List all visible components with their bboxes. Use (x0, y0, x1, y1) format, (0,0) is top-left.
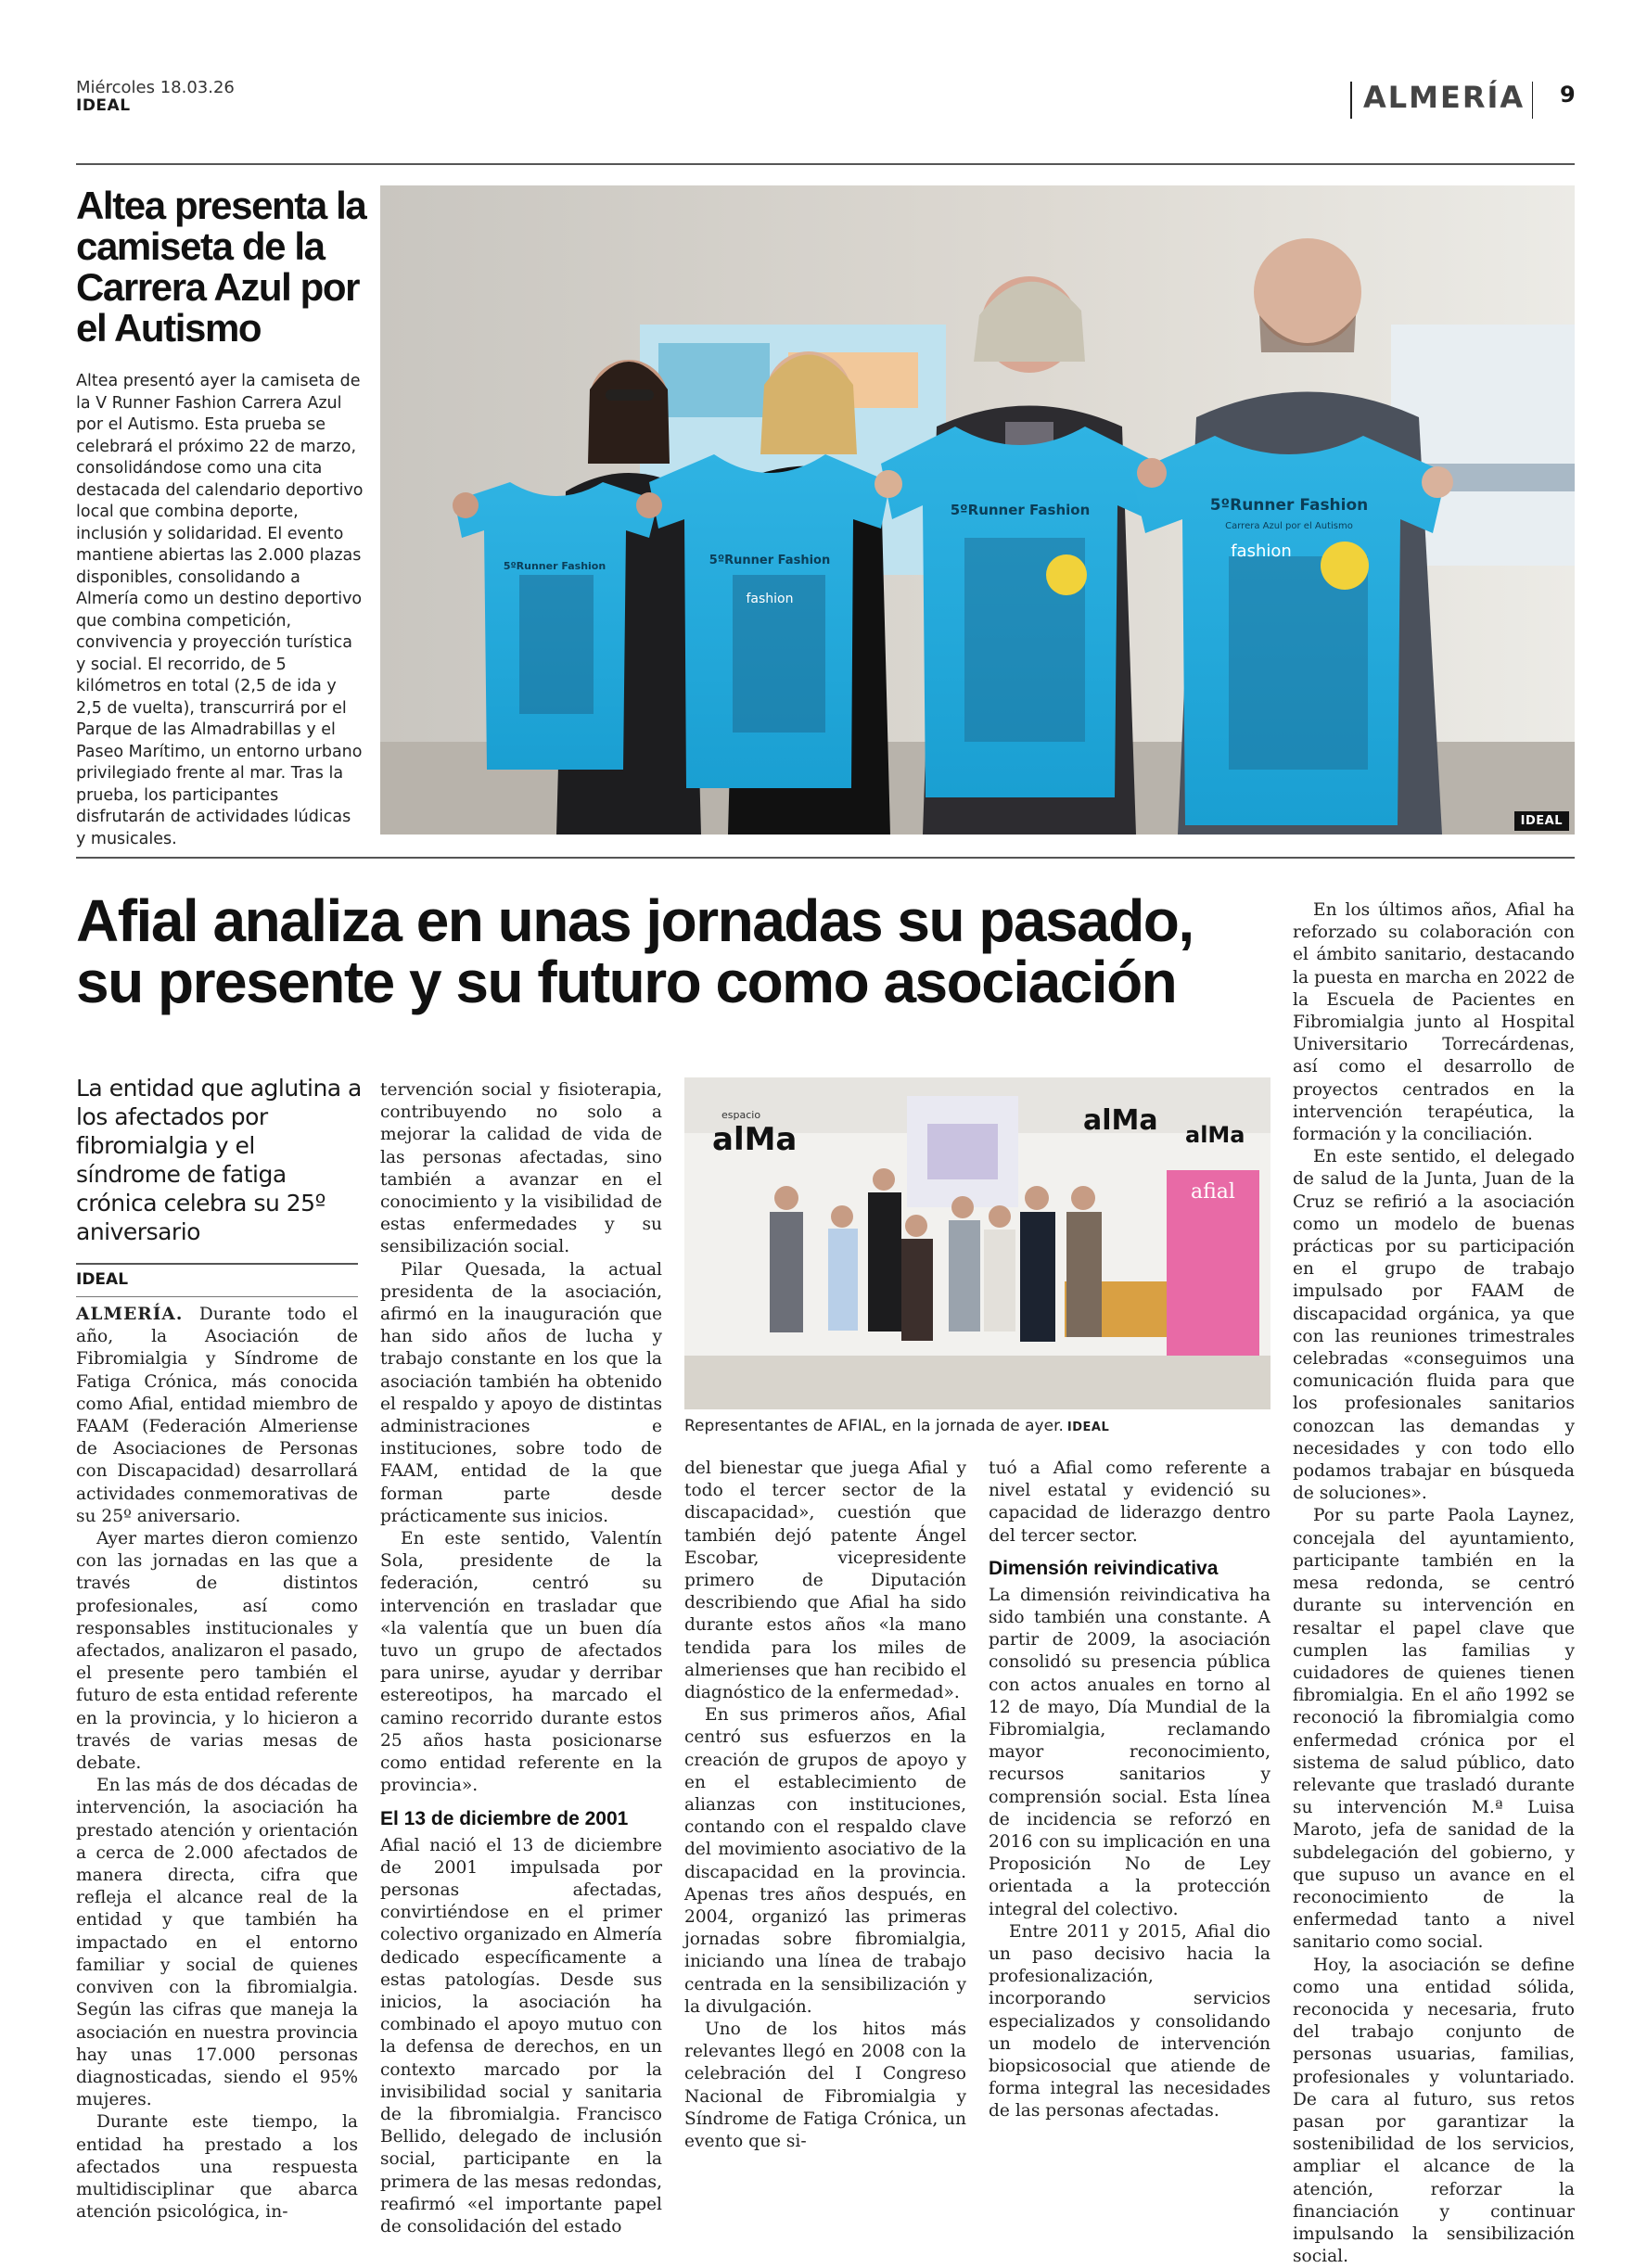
shirt-print-4: 5ºRunner Fashion (1209, 496, 1369, 515)
shirt-subline-4: Carrera Azul por el Autismo (1225, 521, 1353, 531)
article-column-5 (1293, 899, 1575, 2268)
paragraph: En este sentido, el delegado de salud de la Junta, Juan de la Cruz se refirió a la asociación como un modelo de buenas prácticas por su participación en el grupo de trabajo impulsado por FAAM de discapacidad orgánica, ya que con las reuniones trimestrales celebradas «conseguimos una comunicación fluida para que los profesionales sanitarios conozcan las demandas y necesidades y con todo ello podamos trabajar en búsqueda de soluciones». (1293, 1147, 1575, 1504)
paragraph: Ayer martes dieron comienzo con las jornadas en las que a través de distintos profesionales, así como responsables institucionales y afectados, analizaron el pasado, el presente pero también el futuro de esta entidad referente en la provincia, y lo hicieron a través de varias mesas de debate. (76, 1529, 358, 1774)
photo-caption: Representantes de AFIAL, en la jornada de ayer. IDEAL (684, 1417, 1110, 1435)
story2-headline: Afial analiza en unas jornadas su pasado, su presente y su futuro como asociación (76, 887, 1194, 1015)
story1-headline: Altea presenta la camiseta de la Carrera Azul por el Autismo (76, 184, 366, 350)
header-divider (1350, 82, 1352, 119)
shirt-print-1: 5ºRunner Fashion (503, 560, 606, 572)
afial-banner: afial (1191, 1180, 1235, 1204)
newspaper-name: IDEAL (76, 96, 131, 115)
edition-date: Miércoles 18.03.26 (76, 78, 235, 97)
story2-photo (684, 1077, 1270, 1409)
page-number: 9 (1560, 82, 1576, 108)
paragraph: tuó a Afial como referente a nivel estatal y evidenció su capacidad de liderazgo dentro del tercer sector. (989, 1459, 1270, 1546)
paragraph: del bienestar que juega Afial y todo el tercer sector de la discapacidad», cuestión que también dejó patente Ángel Escobar, vicepresidente primero de Diputación describiendo que Afial ha sido durante estos años «la mano tendida para los miles de almerienses que han recibido el diagnóstico de la enfermedad». (684, 1459, 966, 1703)
paragraph: La dimensión reivindicativa ha sido también una constante. A partir de 2009, la asociación consolidó su presencia pública con actos anuales en torno al 12 de mayo, Día Mundial de la Fibromialgia, reclamando mayor reconocimiento, recursos sanitarios y comprensión social. Esta línea de incidencia se reforzó en 2016 con su implicación en una Proposición No de Ley orientada a la protección integral del colectivo. (989, 1585, 1270, 1919)
paragraph: Entre 2011 y 2015, Afial dio un paso decisivo hacia la profesionalización, incorporando servicios especializados y consolidando un modelo de intervención biopsicosocial que atiende de forma integral las necesidades de las personas afectadas. (989, 1921, 1270, 2121)
paragraph: En las más de dos décadas de intervención, la asociación ha prestado atención y orientación a cerca de 2.000 afectados de manera directa, cifra que refleja el alcance real de la entidad y que también ha impactado en el entorno familiar y social de quienes conviven con la fibromialgia. Según las cifras que maneja la asociación en nuestra provincia hay unas 17.000 personas diagnosticadas, siendo el 95% mujeres. (76, 1776, 358, 2110)
section-name: ALMERÍA (1363, 80, 1526, 115)
paragraph: Afial nació el 13 de diciembre de 2001 impulsada por personas afectadas, convirtiéndose en el primer colectivo organizado en Almería dedicado específicamente a estas patologías. Desde sus inicios, la asociación ha combinado el apoyo mutuo con la defensa de derechos, en un contexto marcado por la invisibilidad social y sanitaria de la fibromialgia. Francisco Bellido, delegado de inclusión social, participante en la primera de las mesas redondas, reafirmó «el importante papel de consolidación del estado (380, 1835, 662, 2236)
photo-credit: IDEAL (1066, 1421, 1110, 1434)
paragraph: Pilar Quesada, la actual presidenta de la asociación, afirmó en la inauguración que han sido años de lucha y trabajo constante en los que la asociación también ha obtenido el respaldo y apoyo de distintas administraciones e instituciones, sobre todo de FAAM, entidad de la que forman parte desde prácticamente sus inicios. (380, 1259, 662, 1526)
wall-logo: alMa (1185, 1122, 1245, 1148)
shirt-print-2: 5ºRunner Fashion (709, 554, 831, 567)
paragraph: En sus primeros años, Afial centró sus esfuerzos en la creación de grupos de apoyo y en el establecimiento de alianzas con instituciones, contando con el respaldo clave del movimiento asociativo de la discapacidad en la provincia. Apenas tres años después, en 2004, organizó las primeras jornadas sobre fibromialgia, iniciando una línea de trabajo centrada en la sensibilización y la divulgación. (684, 1705, 966, 2017)
paragraph: En los últimos años, Afial ha reforzado su colaboración con el ámbito sanitario, destacando la puesta en marcha en 2022 de la Escuela de Pacientes en Fibromialgia junto al Hospital Universitario Torrecárdenas, así como el desarrollo de proyectos centrados en la intervención terapéutica, la formación y la conciliación. (1293, 900, 1575, 1145)
story1-photo (380, 185, 1575, 835)
top-rule (76, 163, 1575, 165)
article-column-3 (684, 1458, 966, 2153)
story2-subtitle: La entidad que aglutina a los afectados por fibromialgia y el síndrome de fatiga crónica celebra su 25º aniversario (76, 1075, 362, 1245)
dateline: ALMERÍA. (76, 1305, 184, 1324)
paragraph: Durante este tiempo, la entidad ha prestado a los afectados una respuesta multidisciplinar que abarca atención psicológica, in- (76, 2112, 358, 2223)
article-column-4 (989, 1458, 1270, 2123)
shirt-brand-4: fashion (1231, 542, 1292, 561)
article-column-2 (380, 1079, 662, 2238)
wall-logo: alMa (1083, 1104, 1158, 1137)
paragraph: tervención social y fisioterapia, contribuyendo no solo a mejorar la calidad de vida de las personas afectadas, sino también a avanzar en el conocimiento y la visibilidad de estas enfermedades y su sensibilización social. (380, 1080, 662, 1257)
byline-rule (76, 1263, 358, 1265)
shirt-print-3: 5ºRunner Fashion (950, 502, 1091, 518)
story1-body: Altea presentó ayer la camiseta de la V Runner Fashion Carrera Azul por el Autismo. Esta prueba se celebrará el próximo 22 de marzo, consolidándose como una cita destacada del calendario deportivo local que combina deporte, inclusión y solidaridad. El evento mantiene abiertas las 2.000 plazas disponibles, consolidando a Almería como un destino deportivo que combina competición, convivencia y proyección turística y social. El recorrido, de 5 kilómetros en total (2,5 de ida y 2,5 de vuelta), transcurrirá por el Parque de las Almadrabillas y el Paseo Marítimo, un entorno urbano privilegiado frente al mar. Tras la prueba, los participantes disfrutarán de actividades lúdicas y musicales. (76, 372, 364, 848)
article-column-1 (76, 1304, 358, 2223)
subheading: Dimensión reivindicativa (989, 1557, 1219, 1579)
wall-logo-small: espacio (721, 1109, 761, 1121)
story2-source: IDEAL (76, 1270, 129, 1289)
paragraph: Hoy, la asociación se define como una entidad sólida, reconocida y necesaria, fruto del trabajo conjunto de personas usuarias, familias, profesionales y voluntariado. De cara al futuro, sus retos pasan por garantizar la sostenibilidad de los servicios, ampliar el alcance de la atención, reforzar la financiación y continuar impulsando la sensibilización social. (1293, 1955, 1575, 2267)
section-rule (76, 857, 1575, 859)
wall-logo: alMa (712, 1121, 798, 1158)
paragraph: ALMERÍA. Durante todo el año, la Asociación de Fibromialgia y Síndrome de Fatiga Crónica, más conocida como Afial, entidad miembro de FAAM (Federación Almeriense de Asociaciones de Personas con Discapacidad) desarrollará actividades conmemorativas de su 25º aniversario. (76, 1305, 358, 1526)
byline-rule (76, 1296, 358, 1297)
paragraph: En este sentido, Valentín Sola, presidente de la federación, centró su intervención en trasladar que «la valentía que un buen día tuvo un grupo de afectados para unirse, ayudar y derribar estereotipos, ha marcado el camino recorrido durante estos 25 años hasta posicionarse como entidad referente en la provincia». (380, 1529, 662, 1796)
paragraph: Por su parte Paola Laynez, concejala del ayuntamiento, participante también en la mesa redonda, se centró durante su intervención en resaltar el papel clave que cumplen las familias y cuidadores de quienes tienen fibromialgia. En el año 1992 se reconoció la fibromialgia como enfermedad crónica por el sistema de salud público, dato relevante que trasladó durante su intervención M.ª Luisa Maroto, jefa de sanidad de la subdelegación del gobierno, y que supuso un avance en el reconocimiento de la enfermedad tanto a nivel sanitario como social. (1293, 1506, 1575, 1953)
subheading: El 13 de diciembre de 2001 (380, 1807, 629, 1829)
photo-credit: IDEAL (1514, 811, 1569, 831)
header-divider (1532, 82, 1533, 119)
shirt-brand-2: fashion (746, 592, 794, 606)
paragraph: Uno de los hitos más relevantes llegó en 2008 con la celebración del I Congreso Nacional de Fibromialgia y Síndrome de Fatiga Crónica, un evento que si- (684, 2020, 966, 2152)
